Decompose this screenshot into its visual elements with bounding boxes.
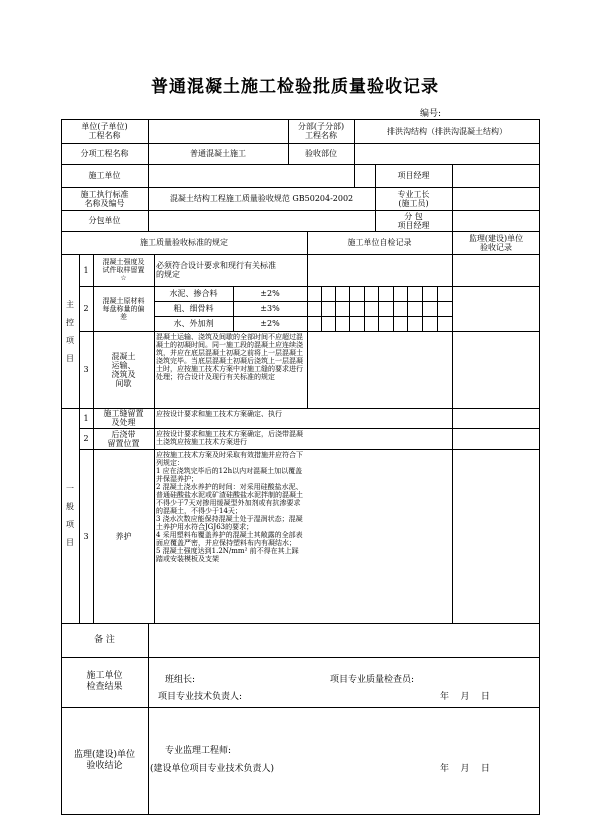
row-number: 3 bbox=[83, 531, 89, 541]
row-item-name: 混凝土 运输、 浇筑及 间歇 bbox=[111, 351, 136, 388]
divider bbox=[422, 286, 423, 331]
row-item-name: 后浇带 留置位置 bbox=[107, 429, 140, 448]
divider bbox=[307, 231, 308, 408]
divider bbox=[393, 286, 394, 331]
builder-label: 施工单位 bbox=[88, 171, 121, 180]
row-number: 1 bbox=[83, 265, 89, 275]
foreman-label: 专业工长 (施工员) bbox=[397, 189, 430, 208]
row-number: 1 bbox=[83, 413, 89, 423]
row-spec: 应按设计要求和施工技术方案确定，后浇带混凝土浇筑应按施工技术方案进行 bbox=[156, 430, 303, 446]
page-title: 普通混凝土施工检验批质量验收记录 bbox=[151, 77, 439, 97]
tech-lead-label: 项目专业技术负责人: bbox=[158, 692, 243, 702]
divider bbox=[335, 286, 336, 331]
quality-inspector-label: 项目专业质量检查员: bbox=[330, 675, 415, 685]
row-spec: 应按设计要求和施工技术方案确定、执行 bbox=[156, 410, 282, 418]
row-spec: 混凝土运输、浇筑及间歇的全部时间不应超过混凝土的初凝时间。同一施工段的混凝土应连续浇筑，并应在底层混凝土初凝之前将上一层混凝土浇筑完毕。当底层混凝土初凝后浇筑上一层混凝土时，应按施工技术方案中对施工缝的要求进行处理；符合设计及现行有关标准的规定 bbox=[156, 333, 303, 381]
material-name: 水、外加剂 bbox=[173, 319, 214, 328]
material-tolerance: ±2% bbox=[260, 289, 280, 298]
supervising-engineer-label: 专业监理工程师: bbox=[165, 746, 232, 756]
spec-header: 施工质量验收标准的规定 bbox=[140, 238, 228, 247]
owner-tech-label: (建设单位项目专业技术负责人) bbox=[150, 764, 275, 774]
general-group-label: 一 般 项 目 bbox=[66, 484, 74, 547]
date-label: 年 月 日 bbox=[440, 764, 490, 774]
divider bbox=[407, 286, 408, 331]
pm-label: 项目经理 bbox=[397, 171, 430, 180]
divider bbox=[321, 286, 322, 331]
remarks-label: 备 注 bbox=[94, 634, 115, 645]
date-label: 年 月 日 bbox=[440, 692, 490, 702]
material-tolerance: ±2% bbox=[260, 319, 280, 328]
divider bbox=[349, 286, 350, 331]
row-number: 2 bbox=[83, 434, 89, 443]
sub-unit-label: 分部(子分部) 工程名称 bbox=[297, 122, 345, 140]
row-number: 2 bbox=[83, 304, 89, 313]
subcontract-label: 分包单位 bbox=[88, 216, 121, 225]
row-number: 3 bbox=[83, 365, 89, 374]
standard-value: 混凝土结构工程施工质量验收规范 GB50204-2002 bbox=[169, 194, 354, 203]
standard-label: 施工执行标准 名称及编号 bbox=[80, 189, 129, 208]
divider bbox=[452, 164, 453, 231]
divider bbox=[378, 286, 379, 331]
divider bbox=[148, 623, 149, 815]
divider bbox=[452, 231, 453, 623]
team-leader-label: 班组长: bbox=[165, 675, 196, 685]
divider bbox=[364, 286, 365, 331]
material-name: 粗、细骨料 bbox=[173, 304, 214, 313]
construction-check-label: 施工单位 检查结果 bbox=[86, 671, 123, 692]
divider bbox=[437, 286, 438, 331]
subcontract-pm-label: 分 包 项目经理 bbox=[397, 211, 430, 230]
unit-name-label: 单位(子单位) 工程名称 bbox=[81, 122, 128, 140]
row-item-name: 混凝土强度及 试件取样留置 ☆ bbox=[102, 258, 145, 282]
sub-unit-value: 排洪沟结构（排洪沟混凝土结构） bbox=[387, 126, 507, 136]
row-item-name: 养护 bbox=[115, 531, 132, 541]
row-spec: 必须符合设计要求和现行有关标准 的规定 bbox=[156, 261, 276, 279]
material-tolerance: ±3% bbox=[260, 304, 280, 313]
row-item-name: 混凝土原材料 每盘称量的偏 差 bbox=[102, 296, 145, 321]
supervision-check-label: 监理(建设)单位 验收结论 bbox=[73, 750, 136, 771]
self-check-header: 施工单位自检记录 bbox=[347, 238, 412, 247]
row-item-name: 施工缝留置 及处理 bbox=[103, 409, 144, 427]
part-label: 验收部位 bbox=[305, 149, 337, 158]
main-group-label: 主 控 项 目 bbox=[66, 299, 74, 363]
divider bbox=[148, 119, 149, 231]
code-label: 编号: bbox=[420, 109, 442, 119]
row-spec: 应按施工技术方案及时采取有效措施并应符合下列规定： 1 应在浇筑完毕后的12h以内对混凝土加以覆盖并保湿养护； 2 混凝土浇水养护的时间：对采用硅酸盐水泥、普通硅酸盐水泥或矿渣硅酸盐水泥拌制的混凝土不得少于7天对掺用缓凝型外加剂或有抗渗要求的混凝土，不得少于14天； 3 浇水次数应能保持混凝土处于湿润状态；混凝土养护用水符合JGJ63的要求； 4 采用塑料布覆盖养护的混凝土其敞露的全部表面应覆盖严密，并应保持塑料布内有凝结水； 5 混凝土强度达到1.2N/mm² 前不得在其上踩踏或安装模板及支架 bbox=[156, 451, 303, 563]
item-value: 普通混凝土施工 bbox=[190, 149, 246, 158]
supervisor-header: 监理(建设)单位 验收记录 bbox=[468, 233, 524, 252]
material-name: 水泥、掺合料 bbox=[169, 289, 218, 298]
item-label: 分项工程名称 bbox=[80, 149, 129, 158]
